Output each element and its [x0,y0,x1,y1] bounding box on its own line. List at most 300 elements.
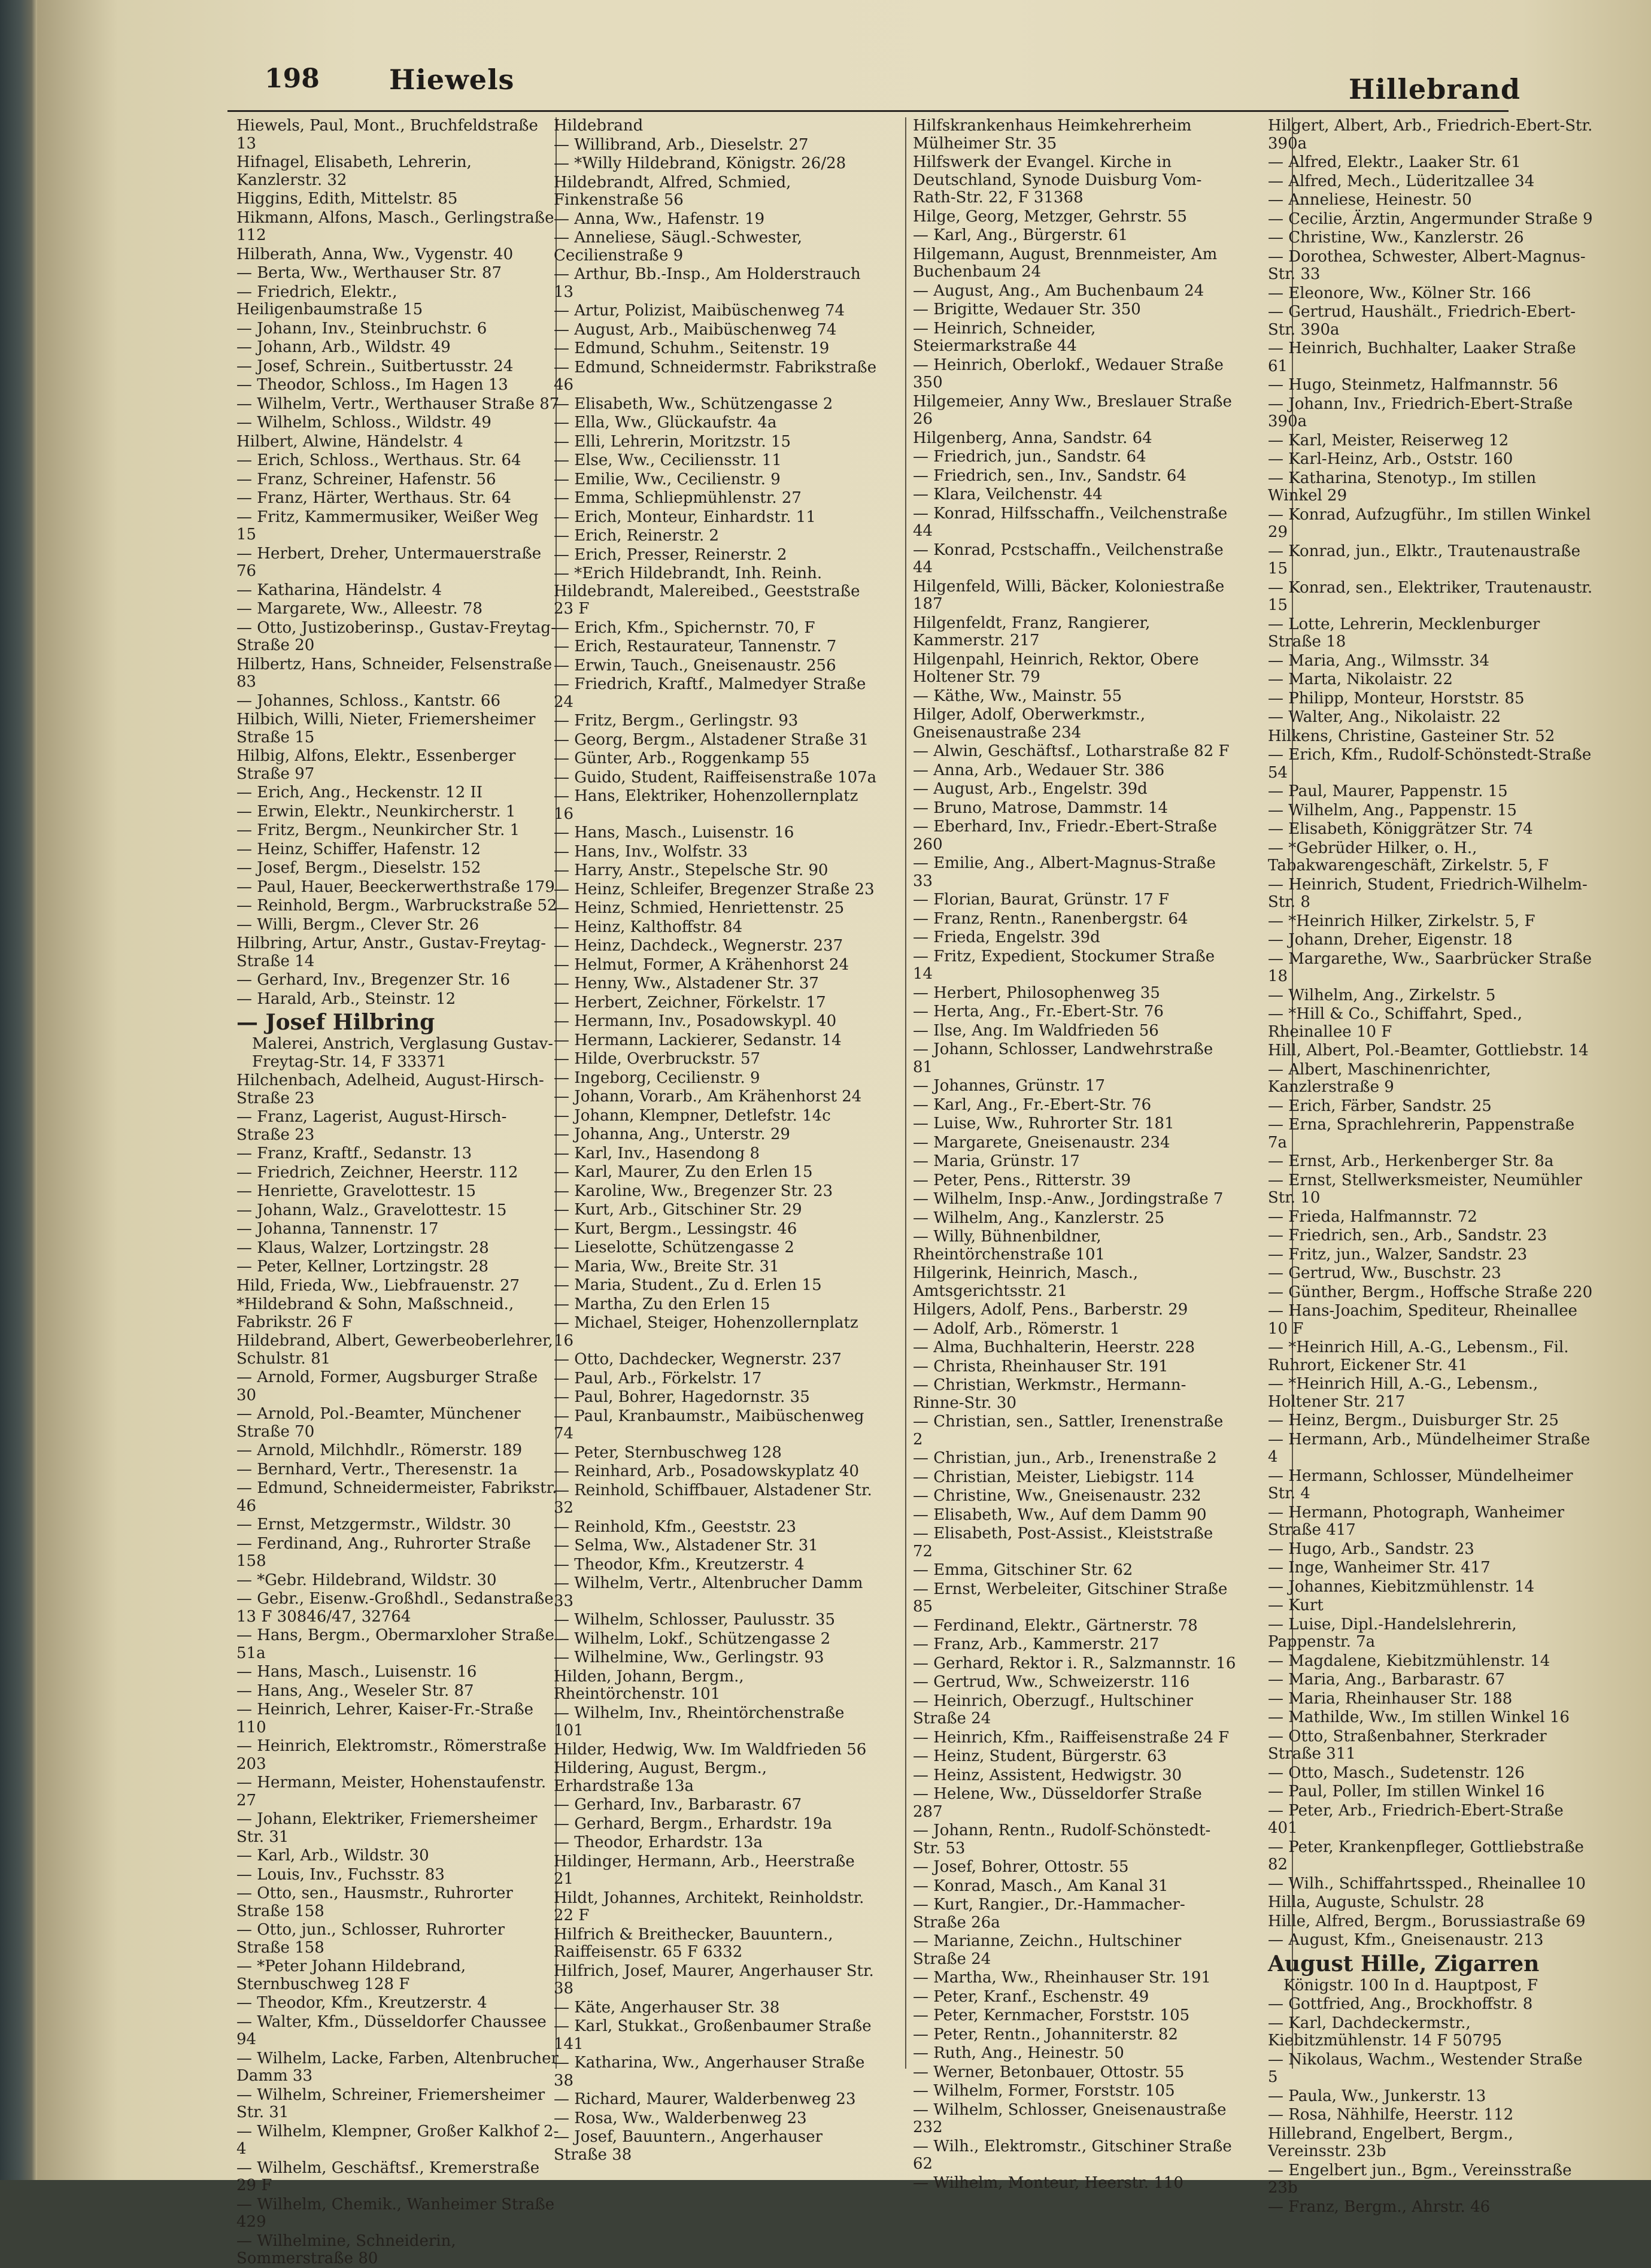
directory-entry: Hildebrandt, Alfred, Schmied, Finkenstraße 56 [554,173,791,209]
directory-entry: — Johann, Rentn., Rudolf-Schönstedt-Str. 53 [913,1821,1211,1857]
directory-entry: Hilbring, Artur, Anstr., Gustav-Freytag-Straße 14 [236,934,546,970]
directory-entry: — Edmund, Schneidermstr. Fabrikstraße 46 [554,358,877,394]
directory-entry: — Erich, Presser, Reinerstr. 2 [554,545,787,564]
directory-entry: — Klara, Veilchenstr. 44 [913,485,1103,503]
directory-entry: — Herbert, Zeichner, Förkelstr. 17 [554,993,826,1012]
directory-entry: — Berta, Ww., Werthauser Str. 87 [236,264,502,282]
directory-entry: — Mathilde, Ww., Im stillen Winkel 16 [1268,1708,1570,1726]
directory-entry: — Walter, Ang., Nikolaistr. 22 [1268,708,1501,726]
directory-entry: — *Heinrich Hill, A.-G., Lebensm., Holtener Str. 217 [1268,1375,1538,1411]
directory-entry: — Georg, Bergm., Alstadener Straße 31 [554,730,869,749]
directory-entry: — Johann, Inv., Friedrich-Ebert-Straße 390a [1268,394,1573,430]
directory-entry: — Hans, Bergm., Obermarxloher Straße 51a [236,1626,554,1662]
directory-entry: — Helmut, Former, A Krähenhorst 24 [554,955,849,974]
directory-entry: — Henriette, Gravelottestr. 15 [236,1182,477,1200]
directory-entry: — *Heinrich Hill, A.-G., Lebensm., Fil. Ruhrort, Eickener Str. 41 [1268,1338,1569,1374]
directory-entry: — Arthur, Bb.-Insp., Am Holderstrauch 13 [554,265,861,301]
directory-entry: — *Hill & Co., Schiffahrt, Sped., Rheinallee 10 F [1268,1005,1523,1041]
directory-entry: Hilge, Georg, Metzger, Gehrstr. 55 [913,207,1187,226]
directory-entry: — Ella, Ww., Glückaufstr. 4a [554,414,777,432]
directory-entry: — Fritz, Bergm., Gerlingstr. 93 [554,712,799,730]
directory-entry: — Peter, Kernmacher, Forststr. 105 [913,2006,1190,2024]
directory-entry: — Johannes, Grünstr. 17 [913,1077,1106,1095]
directory-entry: — Heinrich, Schneider, Steiermarkstraße 44 [913,319,1096,355]
directory-entry: — Josef Hilbring [236,1010,435,1035]
directory-entry: — Gottfried, Ang., Brockhoffstr. 8 [1268,1995,1533,2013]
directory-entry: — Dorothea, Schwester, Albert-Magnus-Str. 33 [1268,247,1586,283]
directory-entry: — Heinz, Kalthoffstr. 84 [554,918,743,936]
directory-entry: — Otto, sen., Hausmstr., Ruhrorter Straße 158 [236,1884,513,1920]
directory-entry: — Nikolaus, Wachm., Westender Straße 5 [1268,2050,1583,2086]
directory-entry: — Peter, Rentn., Johanniterstr. 82 [913,2025,1178,2044]
directory-entry: — Alwin, Geschäftsf., Lotharstraße 82 F [913,742,1230,760]
directory-entry: — Fritz, Expedient, Stockumer Straße 14 [913,947,1215,983]
directory-entry: — Heinz, Bergm., Duisburger Str. 25 [1268,1411,1559,1429]
directory-entry: Hilgenfeldt, Franz, Rangierer, Kammerstr. 217 [913,614,1151,649]
directory-entry: — Kurt, Arb., Gitschiner Str. 29 [554,1201,802,1219]
directory-entry: — Heinrich, Buchhalter, Laaker Straße 61 [1268,339,1576,375]
running-head-right: Hillebrand [1349,73,1521,105]
directory-entry: — Erich, Färber, Sandstr. 25 [1268,1097,1492,1115]
directory-entry: — *Gebr. Hildebrand, Wildstr. 30 [236,1571,497,1589]
directory-entry: — Edmund, Schneidermeister, Fabrikstr. 46 [236,1479,557,1515]
directory-entry: — August, Ang., Am Buchenbaum 24 [913,281,1204,300]
directory-entry: — Konrad, Pcstschaffn., Veilchenstraße 44 [913,541,1224,576]
directory-entry: — Martha, Ww., Rheinhauser Str. 191 [913,1969,1211,1987]
directory-entry: — Christine, Ww., Gneisenaustr. 232 [913,1487,1201,1505]
directory-entry: — Ingeborg, Cecilienstr. 9 [554,1068,760,1087]
directory-entry: — Erna, Sprachlehrerin, Pappenstraße 7a [1268,1116,1575,1152]
directory-entry: — Kurt [1268,1596,1324,1614]
directory-entry: — Otto, jun., Schlosser, Ruhrorter Straße 158 [236,1921,505,1957]
directory-entry: — Klaus, Walzer, Lortzingstr. 28 [236,1238,489,1257]
directory-entry: — Wilhelm, Vertr., Altenbrucher Damm 33 [554,1574,863,1610]
directory-entry: — Christian, jun., Arb., Irenenstraße 2 [913,1449,1217,1467]
directory-entry: — Alfred, Mech., Lüderitzallee 34 [1268,172,1535,190]
directory-column-4 [1268,117,1594,2216]
directory-entry: — Rosa, Nähhilfe, Heerstr. 112 [1268,2106,1514,2124]
directory-entry: — Hermann, Schlosser, Mündelheimer Str. 4 [1268,1467,1573,1502]
directory-entry: — Emilie, Ang., Albert-Magnus-Straße 33 [913,854,1216,890]
directory-entry: — Karl, Inv., Hasendong 8 [554,1144,760,1162]
directory-entry: — Gerhard, Inv., Barbarastr. 67 [554,1796,802,1814]
directory-entry: Hilden, Johann, Bergm., Rheintörchenstr. 101 [554,1667,744,1703]
directory-entry: — Elisabeth, Königgrätzer Str. 74 [1268,820,1533,838]
directory-entry: — Anneliese, Säugl.-Schwester, Cecilienstraße 9 [554,229,803,265]
directory-entry: Hilfrich & Breithecker, Bauuntern., Raiffeisenstr. 65 F 6332 [554,1925,833,1961]
directory-entry: — Artur, Polizist, Maibüschenweg 74 [554,302,845,320]
directory-entry: — Hermann, Inv., Posadowskypl. 40 [554,1012,837,1030]
directory-entry: Hilfswerk der Evangel. Kirche in Deutschland, Synode Duisburg Vom-Rath-Str. 22, F 31368 [913,153,1202,207]
directory-entry: — Katharina, Händelstr. 4 [236,581,442,599]
directory-entry: — Konrad, jun., Elktr., Trautenaustraße 15 [1268,542,1581,578]
directory-entry: — Katharina, Stenotyp., Im stillen Winkel 29 [1268,469,1537,505]
directory-entry: Hilger, Adolf, Oberwerkmstr., Gneisenaustraße 234 [913,706,1146,742]
directory-column-2 [554,117,877,2164]
directory-entry: — Wilhelm, Ang., Zirkelstr. 5 [1268,986,1496,1004]
directory-entry: — Franz, Schreiner, Hafenstr. 56 [236,470,496,488]
directory-entry: Hilbich, Willi, Nieter, Friemersheimer Straße 15 [236,711,536,746]
directory-entry: — Christian, sen., Sattler, Irenenstraße 2 [913,1413,1224,1449]
directory-entry: — Friedrich, Kraftf., Malmedyer Straße 24 [554,675,866,711]
directory-entry: — Gertrud, Haushält., Friedrich-Ebert-Str. 390a [1268,303,1576,339]
directory-entry: — Eberhard, Inv., Friedr.-Ebert-Straße 260 [913,818,1218,854]
directory-entry: — Erwin, Tauch., Gneisenaustr. 256 [554,656,836,675]
directory-entry: — Franz, Lagerist, August-Hirsch-Straße 23 [236,1108,507,1144]
directory-entry: — Gerhard, Inv., Bregenzer Str. 16 [236,971,511,989]
directory-entry: — Selma, Ww., Alstadener Str. 31 [554,1537,818,1554]
directory-entry: — Käthe, Ww., Mainstr. 55 [913,687,1122,705]
directory-entry: — Karl, Stukkat., Großenbaumer Straße 141 [554,2017,872,2053]
directory-entry: Königstr. 100 In d. Hauptpost, F [1283,1976,1538,1994]
directory-entry: — Wilhelm, Ang., Pappenstr. 15 [1268,801,1517,819]
directory-entry: — Wilhelm, Vertr., Werthauser Straße 87 [236,394,560,413]
directory-entry: — Karl, Ang., Fr.-Ebert-Str. 76 [913,1095,1152,1114]
directory-entry: — Bernhard, Vertr., Theresenstr. 1a [236,1460,518,1478]
directory-entry: — Margarethe, Ww., Saarbrücker Straße 18 [1268,949,1592,985]
directory-entry: Hildt, Johannes, Architekt, Reinholdstr. 22 F [554,1889,864,1924]
directory-entry: Hildebrand [554,117,644,135]
directory-entry: — Martha, Zu den Erlen 15 [554,1295,770,1313]
directory-entry: Hilgenberg, Anna, Sandstr. 64 [913,429,1152,447]
directory-entry: — Harald, Arb., Steinstr. 12 [236,989,456,1008]
directory-entry: — Margarete, Ww., Alleestr. 78 [236,600,482,618]
directory-entry: — Karl-Heinz, Arb., Oststr. 160 [1268,450,1513,468]
directory-entry: — Elisabeth, Post-Assist., Kleiststraße 72 [913,1525,1213,1560]
directory-entry: — Wilhelm, Former, Forststr. 105 [913,2082,1175,2100]
directory-entry: — Else, Ww., Ceciliensstr. 11 [554,451,782,469]
directory-entry: — Erich, Monteur, Einhardstr. 11 [554,508,816,526]
directory-entry: Hilgemeier, Anny Ww., Breslauer Straße 26 [913,392,1232,428]
directory-entry: — Kurt, Rangier., Dr.-Hammacher-Straße 26a [913,1896,1185,1932]
directory-entry: Hilchenbach, Adelheid, August-Hirsch-Straße 23 [236,1071,544,1107]
directory-entry: — Hermann, Meister, Hohenstaufenstr. 27 [236,1774,547,1809]
directory-entry: Hilder, Hedwig, Ww. Im Waldfrieden 56 [554,1740,867,1759]
directory-entry: — Christine, Ww., Kanzlerstr. 26 [1268,229,1524,247]
directory-entry: — Johann, Dreher, Eigenstr. 18 [1268,931,1513,949]
directory-entry: — Hugo, Arb., Sandstr. 23 [1268,1540,1474,1558]
directory-entry: — Johann, Elektriker, Friemersheimer Str. 31 [236,1810,538,1846]
directory-entry: — Hans, Inv., Wolfstr. 33 [554,842,748,861]
directory-entry: — Wilh., Elektromstr., Gitschiner Straße 62 [913,2137,1232,2173]
directory-entry: — Erich, Schloss., Werthaus. Str. 64 [236,451,521,469]
directory-entry: — Otto, Straßenbahner, Sterkrader Straße 311 [1268,1727,1547,1763]
directory-entry: — Theodor, Kfm., Kreutzerstr. 4 [236,1994,487,2012]
directory-entry: — Ilse, Ang. Im Waldfrieden 56 [913,1021,1159,1040]
directory-entry: Hilgert, Albert, Arb., Friedrich-Ebert-Str. 390a [1268,117,1593,153]
directory-entry: Hikmann, Alfons, Masch., Gerlingstraße 112 [236,208,554,244]
directory-entry: — Gertrud, Ww., Schweizerstr. 116 [913,1673,1190,1691]
directory-entry: — Friedrich, Elektr., Heiligenbaumstraße 15 [236,283,423,318]
directory-entry: — Wilhelm, Schlosser, Paulusstr. 35 [554,1611,836,1629]
directory-entry: — Konrad, Masch., Am Kanal 31 [913,1877,1169,1895]
directory-entry: — Heinz, Schiffer, Hafenstr. 12 [236,840,481,858]
directory-entry: — Bruno, Matrose, Dammstr. 14 [913,798,1169,817]
directory-entry: — Marta, Nikolaistr. 22 [1268,670,1453,688]
directory-entry: — Theodor, Kfm., Kreutzerstr. 4 [554,1555,805,1574]
directory-entry: — Josef, Schrein., Suitbertusstr. 24 [236,357,514,375]
directory-entry: — Ferdinand, Ang., Ruhrorter Straße 158 [236,1534,531,1570]
directory-entry: — Erich, Restaurateur, Tannenstr. 7 [554,637,837,655]
directory-entry: — *Erich Hildebrandt, Inh. Reinh. Hildebrandt, Malereibed., Geeststraße 23 F [554,564,860,618]
directory-entry: — Arnold, Pol.-Beamter, Münchener Straße 70 [236,1405,521,1441]
directory-entry: — Heinrich, Kfm., Raiffeisenstraße 24 F [913,1728,1230,1747]
directory-entry: — Hans, Masch., Luisenstr. 16 [554,824,794,842]
directory-entry: — Anna, Arb., Wedauer Str. 386 [913,761,1165,779]
directory-entry: — Anna, Ww., Hafenstr. 19 [554,210,765,228]
directory-entry: — Frieda, Engelstr. 39d [913,928,1100,946]
directory-entry: — Paul, Maurer, Pappenstr. 15 [1268,782,1508,800]
directory-entry: — Herbert, Philosophenweg 35 [913,983,1160,1002]
directory-entry: — Herbert, Dreher, Untermauerstraße 76 [236,544,542,580]
directory-entry: — Peter, Krankenpfleger, Gottliebstraße 82 [1268,1838,1584,1874]
directory-entry: — Alma, Buchhalterin, Heerstr. 228 [913,1338,1195,1356]
directory-entry: — Theodor, Erhardstr. 13a [554,1833,763,1851]
directory-entry: — Luise, Dipl.-Handelslehrerin, Pappenstr. 7a [1268,1615,1517,1651]
directory-entry: — Reinhard, Arb., Posadowskyplatz 40 [554,1462,860,1480]
directory-entry: — Christian, Meister, Liebigstr. 114 [913,1468,1195,1486]
directory-entry: — Richard, Maurer, Walderbenweg 23 [554,2090,856,2108]
directory-entry: — Wilhelm, Schreiner, Friemersheimer Str. 31 [236,2085,545,2121]
directory-entry: — Reinhold, Kfm., Geeststr. 23 [554,1517,796,1536]
directory-entry: — Peter, Sternbuschweg 128 [554,1443,782,1462]
directory-entry: Hilfskrankenhaus Heimkehrerheim Mülheimer Str. 35 [913,117,1192,153]
directory-entry: — Friedrich, Zeichner, Heerstr. 112 [236,1163,518,1182]
directory-entry: Hilla, Auguste, Schulstr. 28 [1268,1893,1485,1911]
directory-entry: — Hermann, Photograph, Wanheimer Straße 417 [1268,1503,1565,1539]
directory-entry: — Heinz, Assistent, Hedwigstr. 30 [913,1766,1182,1784]
directory-entry: Hilbig, Alfons, Elektr., Essenberger Straße 97 [236,747,516,783]
directory-entry: — Edmund, Schuhm., Seitenstr. 19 [554,339,830,357]
directory-entry: — Engelbert jun., Bgm., Vereinsstraße 23b [1268,2161,1572,2197]
directory-entry: — Wilhelm, Schloss., Wildstr. 49 [236,414,491,432]
directory-entry: Hilgenfeld, Willi, Bäcker, Koloniestraße 187 [913,577,1225,613]
directory-entry: — Erich, Kfm., Rudolf-Schönstedt-Straße 54 [1268,746,1592,782]
directory-entry: — Emma, Schliepmühlenstr. 27 [554,489,802,507]
directory-entry: — Brigitte, Wedauer Str. 350 [913,300,1141,318]
directory-entry: — Paul, Arb., Förkelstr. 17 [554,1369,762,1387]
directory-entry: — Albert, Maschinenrichter, Kanzlerstraße 9 [1268,1060,1491,1096]
directory-entry: — Konrad, sen., Elektriker, Trautenaustr. 15 [1268,578,1593,614]
directory-entry: — Eleonore, Ww., Kölner Str. 166 [1268,284,1531,302]
directory-entry: — Reinhold, Bergm., Warbruckstraße 52 [236,897,557,915]
directory-entry: — Johann, Inv., Steinbruchstr. 6 [236,319,487,338]
directory-column-1 [236,117,560,2267]
directory-entry: — Josef, Bauuntern., Angerhauser Straße 38 [554,2128,823,2164]
directory-entry: — Marianne, Zeichn., Hultschiner Straße 24 [913,1932,1182,1968]
directory-entry: — Johann, Arb., Wildstr. 49 [236,338,451,356]
directory-entry: — Peter, Kellner, Lortzingstr. 28 [236,1258,489,1276]
directory-entry: — Florian, Baurat, Grünstr. 17 F [913,891,1170,909]
directory-entry: — Christa, Rheinhauser Str. 191 [913,1357,1169,1376]
directory-entry: — Franz, Rentn., Ranenbergstr. 64 [913,909,1188,928]
directory-entry: — Ernst, Werbeleiter, Gitschiner Straße 85 [913,1580,1228,1616]
directory-entry: — Wilhelm, Lacke, Farben, Altenbrucher Damm 33 [236,2049,559,2085]
directory-entry: — Franz, Arb., Kammerstr. 217 [913,1635,1160,1653]
directory-entry: — Heinrich, Elektromstr., Römerstraße 203 [236,1737,547,1773]
directory-entry: — Josef, Bohrer, Ottostr. 55 [913,1858,1129,1876]
directory-entry: — Wilhelm, Geschäftsf., Kremerstraße 29 F [236,2158,540,2194]
directory-entry: — Willi, Bergm., Clever Str. 26 [236,915,479,934]
directory-entry: — Günther, Bergm., Hoffsche Straße 220 [1268,1283,1593,1301]
directory-entry: — Johann, Schlosser, Landwehrstraße 81 [913,1040,1213,1076]
directory-entry: — Paul, Hauer, Beeckerwerthstraße 179 [236,878,555,896]
directory-entry: — Louis, Inv., Fuchsstr. 83 [236,1865,445,1884]
directory-entry: — Wilhelm, Inv., Rheintörchenstraße 101 [554,1704,845,1739]
directory-entry: — Heinrich, Oberlokf., Wedauer Straße 350 [913,356,1224,391]
directory-entry: — Reinhold, Schiffbauer, Alstadener Str. 32 [554,1481,872,1517]
directory-entry: — Hans, Masch., Luisenstr. 16 [236,1663,477,1681]
directory-entry: — Franz, Bergm., Ahrstr. 46 [1268,2197,1491,2216]
directory-entry: Hildinger, Hermann, Arb., Heerstraße 21 [554,1852,855,1888]
directory-entry: — Wilhelm, Monteur, Heerstr. 110 [913,2173,1183,2192]
directory-entry: — Johannes, Schloss., Kantstr. 66 [236,691,500,710]
directory-entry: — Franz, Härter, Werthaus. Str. 64 [236,489,511,507]
directory-entry: — Wilhelm, Lokf., Schützengasse 2 [554,1629,831,1648]
directory-entry: — Luise, Ww., Ruhrorter Str. 181 [913,1115,1174,1133]
directory-entry: — Otto, Masch., Sudetenstr. 126 [1268,1763,1525,1782]
directory-entry: — Karl, Maurer, Zu den Erlen 15 [554,1163,813,1181]
directory-entry: — Fritz, Kammermusiker, Weißer Weg 15 [236,508,539,544]
directory-entry: — Herta, Ang., Fr.-Ebert-Str. 76 [913,1003,1164,1021]
directory-entry: — Maria, Ang., Barbarastr. 67 [1268,1671,1506,1689]
directory-entry: Hilbert, Alwine, Händelstr. 4 [236,432,463,451]
directory-entry: — Ernst, Arb., Herkenberger Str. 8a [1268,1152,1554,1170]
directory-entry: — Johann, Klempner, Detlefstr. 14c [554,1106,831,1125]
directory-entry: — Konrad, Aufzugführ., Im stillen Winkel 29 [1268,505,1591,541]
directory-entry: Hillebrand, Engelbert, Bergm., Vereinsstr. 23b [1268,2124,1513,2160]
directory-entry: *Hildebrand & Sohn, Maßschneid., Fabrikstr. 26 F [236,1295,514,1331]
directory-entry: Higgins, Edith, Mittelstr. 85 [236,190,458,208]
directory-entry: — Inge, Wanheimer Str. 417 [1268,1559,1491,1577]
directory-entry: — Emma, Gitschiner Str. 62 [913,1561,1133,1579]
directory-entry: — Paul, Poller, Im stillen Winkel 16 [1268,1783,1545,1801]
directory-entry: — Theodor, Schloss., Im Hagen 13 [236,376,508,394]
directory-entry: Hifnagel, Elisabeth, Lehrerin, Kanzlerstr. 32 [236,153,472,189]
directory-entry: — Friedrich, jun., Sandstr. 64 [913,448,1146,466]
directory-entry: — Gebr., Eisenw.-Großhdl., Sedanstraße 13 F 30846/47, 32764 [236,1590,554,1626]
directory-entry: — Ferdinand, Elektr., Gärtnerstr. 78 [913,1616,1198,1635]
directory-entry: — Gerhard, Bergm., Erhardstr. 19a [554,1814,832,1833]
directory-entry: — Johannes, Kiebitzmühlenstr. 14 [1268,1577,1535,1596]
directory-entry: Hilfrich, Josef, Maurer, Angerhauser Str. 38 [554,1962,874,1997]
directory-entry: — *Heinrich Hilker, Zirkelstr. 5, F [1268,912,1535,930]
directory-entry: Hilberath, Anna, Ww., Vygenstr. 40 [236,245,514,263]
directory-entry: — Johann, Vorarb., Am Krähenhorst 24 [554,1088,862,1106]
directory-entry: Hill, Albert, Pol.-Beamter, Gottliebstr. 14 [1268,1042,1589,1059]
directory-entry: — Adolf, Arb., Römerstr. 1 [913,1319,1120,1338]
directory-entry: Hilbertz, Hans, Schneider, Felsenstraße 83 [236,655,553,691]
directory-entry: — Hilde, Overbruckstr. 57 [554,1050,761,1068]
directory-entry: — August, Arb., Engelstr. 39d [913,780,1148,798]
running-head-left: Hiewels [389,63,515,96]
directory-entry: — Franz, Kraftf., Sedanstr. 13 [236,1144,472,1162]
directory-entry: — Heinz, Schmied, Henriettenstr. 25 [554,899,845,917]
directory-entry: — Wilhelm, Ang., Kanzlerstr. 25 [913,1209,1165,1227]
page-header [227,60,1521,112]
directory-entry: — Kurt, Bergm., Lessingstr. 46 [554,1219,797,1238]
directory-entry: — Erwin, Elektr., Neunkircherstr. 1 [236,802,516,821]
directory-entry: — Gerhard, Rektor i. R., Salzmannstr. 16 [913,1654,1236,1672]
directory-entry: — Josef, Bergm., Dieselstr. 152 [236,859,481,877]
directory-entry: — Erich, Ang., Heckenstr. 12 II [236,784,483,801]
directory-entry: — Hans, Elektriker, Hohenzollernplatz 16 [554,787,858,823]
directory-entry: — Johanna, Ang., Unterstr. 29 [554,1125,790,1143]
directory-entry: — Werner, Betonbauer, Ottostr. 55 [913,2063,1185,2081]
directory-entry: — *Gebrüder Hilker, o. H., Tabakwarengeschäft, Zirkelstr. 5, F [1268,839,1549,875]
directory-entry: Hilkens, Christine, Gasteiner Str. 52 [1268,727,1555,745]
page-number: 198 [265,63,320,94]
directory-entry: — Johann, Walz., Gravelottestr. 15 [236,1201,507,1219]
directory-entry: — Helene, Ww., Düsseldorfer Straße 287 [913,1785,1202,1821]
directory-entry: — Erich, Kfm., Spichernstr. 70, F [554,618,815,637]
directory-entry: — Friedrich, sen., Inv., Sandstr. 64 [913,466,1187,485]
directory-entry: — August, Arb., Maibüschenweg 74 [554,320,837,339]
directory-column-3 [913,117,1236,2192]
directory-entry: — Hermann, Lackierer, Sedanstr. 14 [554,1031,842,1049]
directory-entry: — Heinz, Dachdeck., Wegnerstr. 237 [554,937,843,955]
directory-entry: — Harry, Anstr., Stepelsche Str. 90 [554,861,828,879]
directory-entry: — Michael, Steiger, Hohenzollernplatz 16 [554,1314,858,1350]
directory-entry: — Paul, Kranbaumstr., Maibüschenweg 74 [554,1407,864,1443]
directory-entry: — Alfred, Elektr., Laaker Str. 61 [1268,153,1521,171]
directory-entry: — Maria, Rheinhauser Str. 188 [1268,1689,1513,1708]
directory-entry: — Peter, Kranf., Eschenstr. 49 [913,1987,1149,2006]
directory-entry: — Heinz, Schleifer, Bregenzer Straße 23 [554,880,875,898]
directory-entry: — Cecilie, Ärztin, Angermunder Straße 9 [1268,210,1593,228]
directory-entry: — Magdalene, Kiebitzmühlenstr. 14 [1268,1651,1550,1670]
directory-entry: Hiewels, Paul, Mont., Bruchfeldstraße 13 [236,117,538,153]
directory-entry: — Heinrich, Oberzugf., Hultschiner Straße 24 [913,1692,1194,1727]
directory-entry: August Hille, Zigarren [1268,1951,1540,1976]
directory-entry: Hille, Alfred, Bergm., Borussiastraße 69 [1268,1912,1586,1930]
directory-entry: Hilgenpahl, Heinrich, Rektor, Obere Holtener Str. 79 [913,650,1199,686]
directory-entry: — Ernst, Stellwerksmeister, Neumühler Str. 10 [1268,1171,1582,1207]
directory-entry: — Heinz, Student, Bürgerstr. 63 [913,1747,1167,1765]
book-binding [0,0,37,2180]
directory-entry: — Fritz, jun., Walzer, Sandstr. 23 [1268,1245,1528,1264]
directory-entry: — Hans, Ang., Weseler Str. 87 [236,1681,474,1700]
directory-entry: Malerei, Anstrich, Verglasung Gustav-Freytag-Str. 14, F 33371 [252,1035,554,1071]
directory-entry: — Peter, Arb., Friedrich-Ebert-Straße 401 [1268,1801,1564,1837]
directory-entry: — Lieselotte, Schützengasse 2 [554,1238,794,1256]
directory-entry: — Karl, Ang., Bürgerstr. 61 [913,226,1128,244]
directory-entry: — Paula, Ww., Junkerstr. 13 [1268,2087,1486,2105]
directory-entry: — August, Kfm., Gneisenaustr. 213 [1268,1931,1544,1949]
directory-entry: — Konrad, Hilfsschaffn., Veilchenstraße 44 [913,504,1228,540]
directory-entry: — Hermann, Arb., Mündelheimer Straße 4 [1268,1430,1591,1466]
directory-entry: — Günter, Arb., Roggenkamp 55 [554,749,810,767]
directory-entry: — Otto, Justizoberinsp., Gustav-Freytag-Straße 20 [236,618,556,654]
directory-entry: — Guido, Student, Raiffeisenstraße 107a [554,768,877,787]
directory-entry: — Emilie, Ww., Cecilienstr. 9 [554,470,781,488]
directory-entry: — Karl, Dachdeckermstr., Kiebitzmühlenstr. 14 F 50795 [1268,2014,1503,2050]
directory-entry: — Wilhelmine, Ww., Gerlingstr. 93 [554,1648,824,1666]
column-divider [905,117,906,2069]
directory-entry: — Hans-Joachim, Spediteur, Rheinallee 10 F [1268,1302,1577,1338]
directory-entry: — Walter, Kfm., Düsseldorfer Chaussee 94 [236,2012,547,2048]
directory-entry: — *Willy Hildebrand, Königstr. 26/28 [554,154,846,172]
directory-entry: — Maria, Ww., Breite Str. 31 [554,1257,779,1276]
directory-entry: — Hugo, Steinmetz, Halfmannstr. 56 [1268,376,1558,394]
directory-entry: — Katharina, Ww., Angerhauser Straße 38 [554,2054,865,2090]
directory-entry: — Rosa, Ww., Walderbenweg 23 [554,2109,807,2127]
directory-entry: — Maria, Student., Zu d. Erlen 15 [554,1276,822,1294]
directory-entry: — Karoline, Ww., Bregenzer Str. 23 [554,1182,833,1200]
directory-entry: — Arnold, Former, Augsburger Straße 30 [236,1368,538,1404]
directory-entry: — Wilhelm, Insp.-Anw., Jordingstraße 7 [913,1190,1224,1208]
directory-entry: Hilgers, Adolf, Pens., Barberstr. 29 [913,1301,1188,1319]
